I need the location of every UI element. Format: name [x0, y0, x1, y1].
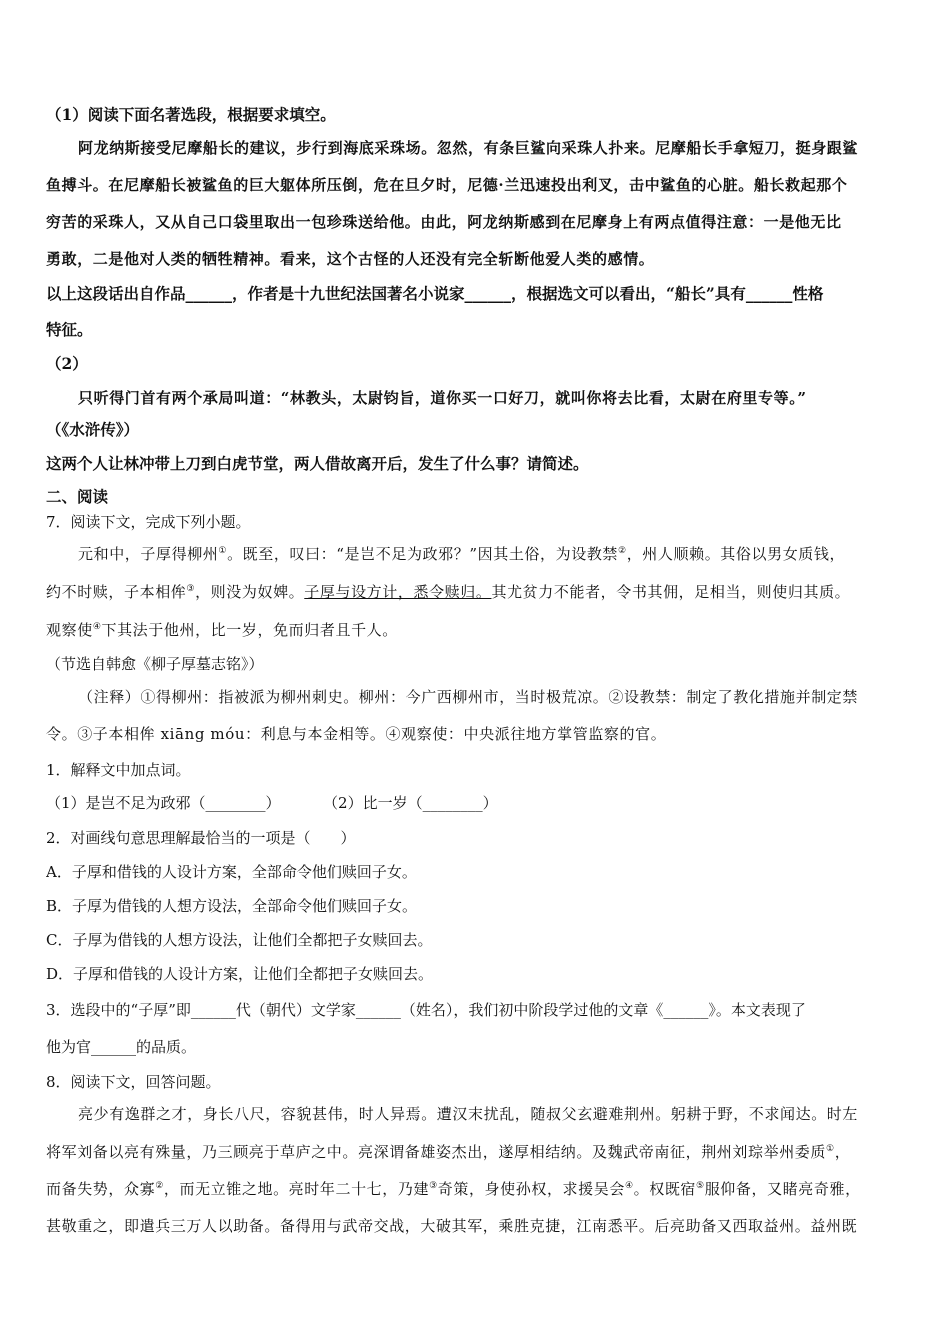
option-c: C．子厚为借钱的人想方设法，让他们全都把子女赎回去。 — [46, 931, 433, 949]
option-b: B．子厚为借钱的人想方设法，全部命令他们赎回子女。 — [46, 897, 418, 915]
section-title: 二、阅读 — [46, 487, 109, 506]
passage-line: 观察使④下其法于他州，比一岁，免而归者且千人。 — [46, 621, 398, 639]
subquestion: 2．对画线句意思理解最恰当的一项是（ ） — [46, 829, 356, 847]
question-intro: 7．阅读下文，完成下列小题。 — [46, 513, 251, 531]
question-line: 这两个人让林冲带上刀到白虎节堂，两人借故离开后，发生了什么事？请简述。 — [46, 454, 589, 473]
passage-line: 勇敢，二是他对人类的牺牲精神。看来，这个古怪的人还没有完全斩断他爱人类的感情。 — [46, 250, 655, 268]
passage-line: 约不时赎，子本相侔③，则没为奴婢。子厚与设方计，悉令赎归。其尤贫力不能者，令书其佣，足相当，则使归其质。 — [46, 583, 851, 601]
fill-question-line: 特征。 — [46, 320, 93, 339]
passage-line: 鱼搏斗。在尼摩船长被鲨鱼的巨大躯体所压倒，危在旦夕时，尼德·兰迅速投出利叉，击中鲨鱼的心脏。船长救起那个 — [46, 176, 848, 194]
notes-line: 令。③子本相侔 xiāng móu：利息与本金相等。④观察使：中央派往地方掌管监察的官。 — [46, 725, 667, 743]
question-intro: 8．阅读下文，回答问题。 — [46, 1073, 221, 1091]
subquestion: 3．选段中的“子厚”即______代（朝代）文学家______（姓名），我们初中阶段学过他的文章《______》。本文表现了 — [46, 1001, 806, 1019]
source-line: （节选自韩愈《柳子厚墓志铭》） — [46, 655, 264, 673]
passage-line: 将军刘备以亮有殊量，乃三顾亮于草庐之中。亮深谓备雄姿杰出，遂厚相结纳。及魏武帝南征，荆州刘琮举州委质①， — [46, 1143, 851, 1161]
underlined-sentence: 子厚与设方计，悉令赎归。 — [304, 583, 492, 601]
option-a: A．子厚和借钱的人设计方案，全部命令他们赎回子女。 — [46, 863, 417, 881]
passage-line: 穷苦的采珠人，又从自己口袋里取出一包珍珠送给他。由此，阿龙纳斯感到在尼摩身上有两点值得注意：一是他无比 — [46, 213, 842, 231]
part2-heading: （2） — [46, 354, 88, 373]
passage-line: 阿龙纳斯接受尼摩船长的建议，步行到海底采珠场。忽然，有条巨鲨向采珠人扑来。尼摩船长手拿短刀，挺身跟鲨 — [78, 139, 859, 157]
part1-heading: （1）阅读下面名著选段，根据要求填空。 — [46, 105, 336, 124]
notes-line: （注释）①得柳州：指被派为柳州刺史。柳州：今广西柳州市，当时极荒凉。②设教禁：制定了教化措施并制定禁 — [78, 688, 859, 706]
source-line: （《水浒传》） — [46, 420, 140, 439]
subquestion: 他为官______的品质。 — [46, 1038, 197, 1056]
passage-line: 亮少有逸群之才，身长八尺，容貌甚伟，时人异焉。遭汉末扰乱，随叔父玄避难荆州。躬耕于野，不求闻达。时左 — [78, 1105, 859, 1123]
passage-line: 而备失势，众寡②，而无立锥之地。亮时年二十七，乃建③奇策，身使孙权，求援吴会④。权既宿⑤服仰备，又睹亮奇雅， — [46, 1180, 861, 1198]
passage-line: 元和中，子厚得柳州①。既至，叹曰：“是岂不足为政邪？”因其土俗，为设教禁②，州人顺赖。其俗以男女质钱， — [78, 545, 846, 563]
subquestion-blanks: （1）是岂不足为政邪（________） （2）比一岁（________） — [46, 794, 498, 812]
passage-line: 只听得门首有两个承局叫道：“林教头，太尉钧旨，道你买一口好刀，就叫你将去比看，太尉在府里专等。” — [78, 389, 807, 407]
fill-question-line: 以上这段话出自作品______，作者是十九世纪法国著名小说家______，根据选文可以看出，“船长”具有______性格 — [46, 284, 824, 303]
subquestion: 1．解释文中加点词。 — [46, 761, 191, 779]
passage-line: 甚敬重之，即遣兵三万人以助备。备得用与武帝交战，大破其军，乘胜克捷，江南悉平。后亮助备又西取益州。益州既 — [46, 1217, 858, 1235]
option-d: D．子厚和借钱的人设计方案，让他们全都把子女赎回去。 — [46, 965, 434, 983]
